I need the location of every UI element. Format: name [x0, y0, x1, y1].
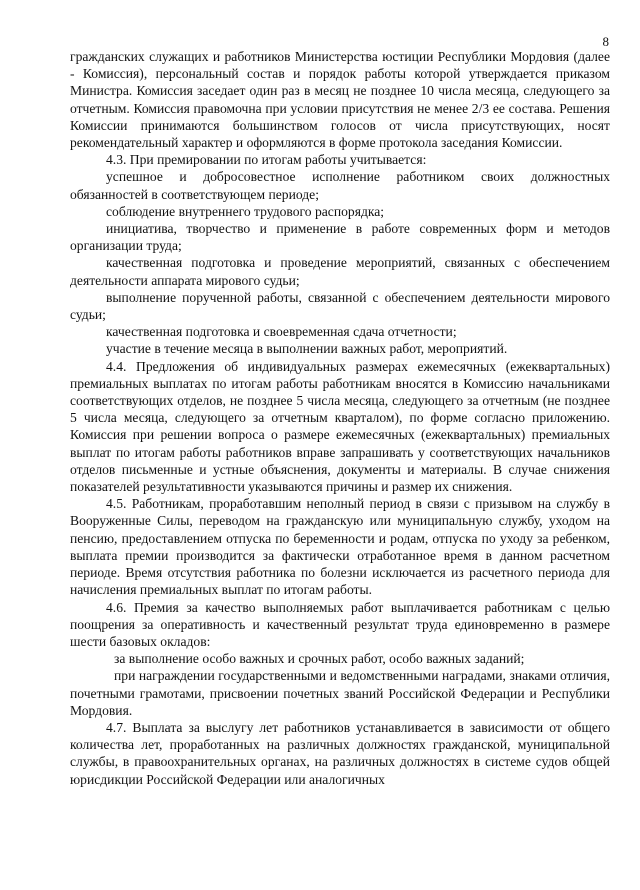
criteria-item: выполнение порученной работы, связанной с обеспечением деятельности мирового судьи;	[70, 289, 610, 323]
criteria-item: качественная подготовка и проведение мероприятий, связанных с обеспечением деятельности аппарата мирового судьи;	[70, 255, 610, 288]
criteria-item: участие в течение месяца в выполнении важных работ, мероприятий.	[106, 341, 508, 357]
page-number: 8	[602, 34, 609, 49]
section-4-5: 4.5. Работникам, проработавшим неполный период в связи с призывом на службу в Вооруженные Силы, переводом на гражданскую или муниципальную службу, уходом на пенсию, предоставлением отпуска по беременности и родам, отпуска по уходу за ребенком, выплата премии производится за фактически отработанное время в данном расчетном периоде. Время отсутствия работника по болезни исключается из расчетного периода для начисления премиальных выплат по итогам работы.	[70, 496, 610, 598]
bonus-condition-item: при награждении государственными и ведомственными наградами, знаками отличия, почетными грамотами, присвоении почетных званий Российской Федерации и Республики Мордовия.	[70, 668, 610, 718]
document-body	[70, 48, 610, 788]
criteria-item: соблюдение внутреннего трудового распорядка;	[106, 203, 385, 219]
paragraph-continuation: гражданских служащих и работников Министерства юстиции Республики Мордовия (далее - Комиссия), персональный состав и порядок работы которой утверждается приказом Министра. Комиссия заседает один раз в месяц не позднее 10 числа месяца, следующего за отчетным. Комиссия правомочна при условии присутствия не менее 2/3 ее состава. Решения Комиссии принимаются большинством голосов от числа присутствующих, носят рекомендательный характер и оформляются в форме протокола заседания Комиссии.	[70, 49, 610, 151]
section-4-7: 4.7. Выплата за выслугу лет работников устанавливается в зависимости от общего количества лет, проработанных на различных должностях гражданской, муниципальной службы, в правоохранительных органах, на различных должностях в системе судов общей юрисдикции Российской Федерации или аналогичных	[70, 719, 610, 787]
criteria-item: успешное и добросовестное исполнение работником своих должностных обязанностей в соответствующем периоде;	[70, 169, 610, 202]
criteria-item: инициатива, творчество и применение в работе современных форм и методов организации труда;	[70, 221, 610, 254]
section-4-6: 4.6. Премия за качество выполняемых работ выплачивается работникам с целью поощрения за оперативность и качественный результат труда единовременно в размере шести базовых окладов:	[70, 599, 610, 649]
section-4-3-heading: 4.3. При премировании по итогам работы учитывается:	[106, 152, 427, 168]
section-4-4: 4.4. Предложения об индивидуальных размерах ежемесячных (ежеквартальных) премиальных выплатах по итогам работы работникам вносятся в Комиссию начальниками соответствующих отделов, не позднее 5 числа месяца, следующего за отчетным (не позднее 5 числа месяца, следующего за отчетным кварталом), по форме согласно приложению. Комиссия при решении вопроса о размере ежемесячных (ежеквартальных) премиальных выплат по итогам работы работников вправе запрашивать у соответствующих начальников отделов письменные и устные объяснения, документы и материалы. В случае снижения показателей результативности указываются причины и размер их снижения.	[70, 358, 610, 495]
bonus-condition-item: за выполнение особо важных и срочных работ, особо важных заданий;	[114, 651, 525, 667]
criteria-item: качественная подготовка и своевременная сдача отчетности;	[106, 324, 457, 340]
